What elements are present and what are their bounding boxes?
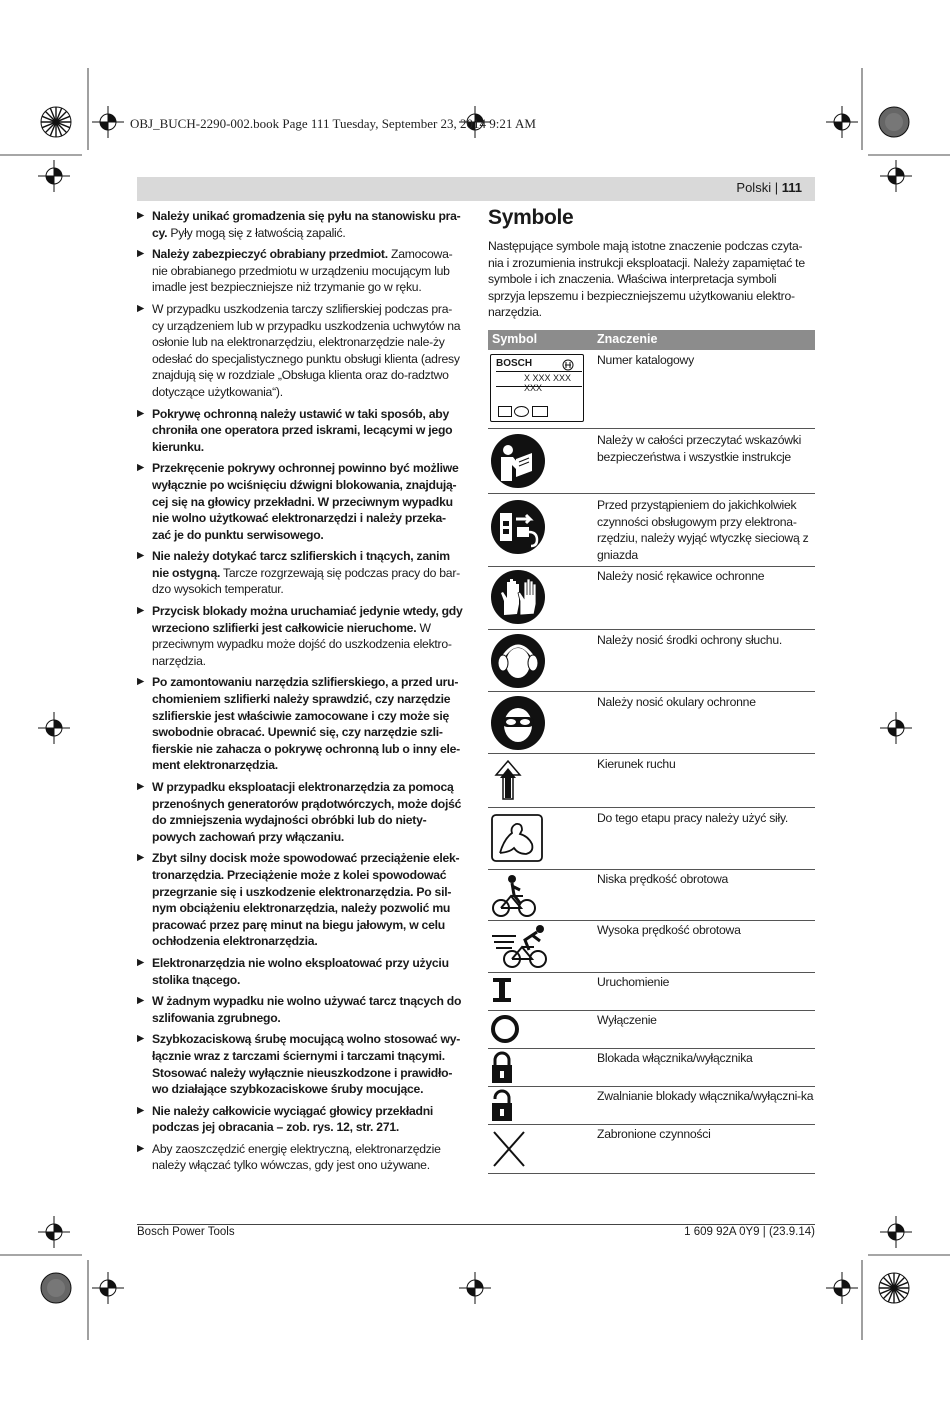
list-item: ▶ Przycisk blokady można uruchamiać jedynie wtedy, gdy wrzeciono szlifierki jest całkowicie nieruchome. W przeciwnym wypadku może dojść do uszkodzenia elektro-narzędzia. <box>137 603 463 669</box>
list-item: ▶ Aby zaoszczędzić energię elektryczną, elektronarzędzie należy włączać tylko wówczas, gdy jest ono używane. <box>137 1141 463 1174</box>
list-item: ▶ Należy unikać gromadzenia się pyłu na stanowisku pra-cy. Pyły mogą się z łatwością zapalić. <box>137 208 463 241</box>
meaning-column-header: Znaczenie <box>597 332 658 346</box>
list-item: ▶ Szybkozaciskową śrubę mocującą wolno stosować wy-łącznie wraz z tarczami ściernymi i tarczami tnącymi. Stosować należy wyłącznie nieuszkodzone i prawidło-wo działające szybkozaciskowe śruby mocujące. <box>137 1031 463 1097</box>
row-divider <box>488 1010 815 1011</box>
row-divider <box>488 566 815 567</box>
safety-instructions-column <box>137 208 463 1179</box>
meaning-text: Zwalnianie blokady włącznika/wyłączni-ka <box>597 1089 814 1103</box>
meaning-text: Numer katalogowy <box>597 353 694 367</box>
nameplate-number: X XXX XXX XXX <box>524 373 572 393</box>
row-divider <box>488 493 815 494</box>
footer-doc-number: 1 609 92A 0Y9 | (23.9.14) <box>684 1226 815 1238</box>
list-item: ▶ Przekręcenie pokrywy ochronnej powinno być możliwe wyłącznie po wciśnięciu dźwigni blokowania, znajdują-cej się na głowicy przekładni. W przeciwnym wypadku nie wolno użytkować elektronarzędzi i należy przeka-zać je do punktu serwisowego. <box>137 460 463 543</box>
row-divider <box>488 691 815 692</box>
row-divider <box>488 629 815 630</box>
unplug-icon <box>490 499 546 555</box>
meaning-text: Niska prędkość obrotowa <box>597 872 729 886</box>
row-divider <box>488 1048 815 1049</box>
direction-arrow-icon <box>490 757 530 803</box>
list-item: ▶ W przypadku uszkodzenia tarczy szlifierskiej podczas pra-cy urządzeniem lub w przypadku uszkodzenia uchwytów na osłonie lub na elektronarzędziu, elektronarzędzie nale-ży odesłać do specjalistycznego punktu obsługi klienta (adresy znajdują się w rozdziale „Obsługa klienta oraz do-radztwo dotyczące użytkowania“). <box>137 301 463 401</box>
unlock-icon <box>490 1089 514 1123</box>
footer-rule <box>137 1224 815 1225</box>
row-divider <box>488 1086 815 1087</box>
gloves-icon <box>490 569 546 625</box>
safety-glasses-icon <box>490 695 546 751</box>
ear-protection-icon <box>490 633 546 689</box>
symbol-column-header: Symbol <box>492 332 538 346</box>
high-speed-icon <box>490 922 552 970</box>
list-item: ▶ Należy zabezpieczyć obrabiany przedmiot. Zamocowa-nie obrabianego przedmiotu w urządzeniu mocującym lub imadle jest bezpieczniejsze niż trzymanie go w ręku. <box>137 246 463 296</box>
row-divider <box>488 869 815 870</box>
file-info-line: OBJ_BUCH-2290-002.book Page 111 Tuesday, September 23, 2014 9:21 AM <box>130 116 536 131</box>
meaning-text: Należy nosić rękawice ochronne <box>597 569 765 583</box>
list-item: ▶ W żadnym wypadku nie wolno używać tarcz tnących do szlifowania zgrubnego. <box>137 993 463 1026</box>
row-divider <box>488 753 815 754</box>
row-divider <box>488 972 815 973</box>
force-icon <box>490 813 546 865</box>
meaning-text: Wysoka prędkość obrotowa <box>597 923 741 937</box>
list-item: ▶ W przypadku eksploatacji elektronarzędzia za pomocą przenośnych generatorów prądotwórczych, może dojść do zmniejszenia wydajności obróbki lub do niety-powych zachowań przy włączaniu. <box>137 779 463 845</box>
language-label: Polski <box>736 180 772 195</box>
symbols-table-header <box>488 330 815 350</box>
meaning-text: Wyłączenie <box>597 1013 657 1027</box>
list-item: ▶ Nie należy dotykać tarcz szlifierskich i tnących, zanim nie ostygną. Tarcze rozgrzewają się podczas pracy do bar-dzo wysokich temperatur. <box>137 548 463 598</box>
prohibited-icon <box>490 1128 530 1170</box>
meaning-text: Uruchomienie <box>597 975 670 989</box>
list-item: ▶ Pokrywę ochronną należy ustawić w taki sposób, aby chroniła one operatora przed iskrami, lecącymi w jego kierunku. <box>137 406 463 456</box>
list-item: ▶ Elektronarzędzia nie wolno eksploatować przy użyciu stolika tnącego. <box>137 955 463 988</box>
row-divider <box>488 807 815 808</box>
slow-speed-icon <box>490 872 538 918</box>
section-intro: Następujące symbole mają istotne znaczenie podczas czyta-nia i zrozumienia instrukcji eksploatacji. Należy zapamiętać te symbole i ich znaczenia. Właściwa interpretacja symboli sprzyja lepszemu i bezpieczniejszemu użytkowaniu elektro-narzędzia. <box>488 239 805 320</box>
row-divider <box>488 1173 815 1174</box>
row-divider <box>488 920 815 921</box>
meaning-text: Należy w całości przeczytać wskazówki bezpieczeństwa i wszystkie instrukcje <box>597 433 802 464</box>
meaning-text: Zabronione czynności <box>597 1127 711 1141</box>
bosch-logo-icon <box>562 359 574 371</box>
switch-on-icon <box>490 976 516 1006</box>
nameplate-icon <box>490 354 586 424</box>
switch-off-icon <box>490 1014 522 1046</box>
read-manual-icon <box>490 433 546 489</box>
meaning-text: Blokada włącznika/wyłącznika <box>597 1051 753 1065</box>
lock-icon <box>490 1051 514 1085</box>
meaning-text: Należy nosić środki ochrony słuchu. <box>597 633 782 647</box>
page-label <box>736 180 802 195</box>
meaning-text: Należy nosić okulary ochronne <box>597 695 756 709</box>
symbols-section <box>488 206 815 329</box>
page-header-band <box>137 177 815 201</box>
meaning-text: Kierunek ruchu <box>597 757 676 771</box>
section-title: Symbole <box>488 206 574 229</box>
list-item: ▶ Nie należy całkowicie wyciągać głowicy przekładni podczas jej obracania – zob. rys. 12, str. 271. <box>137 1103 463 1136</box>
row-divider <box>488 428 815 429</box>
row-divider <box>488 1124 815 1125</box>
header-separator: | <box>774 180 779 195</box>
footer-brand: Bosch Power Tools <box>137 1226 235 1238</box>
list-item: ▶ Po zamontowaniu narzędzia szlifierskiego, a przed uru-chomieniem szlifierki należy sprawdzić, czy narzędzie szlifierskie jest właściwie zamocowane i czy może się swobodnie obracać. Upewnić się, czy narzędzie szli-fierskie nie zahacza o pokrywę ochronną lub o inny ele-ment elektronarzędzia. <box>137 674 463 774</box>
meaning-text: Przed przystąpieniem do jakichkolwiek czynności obsługowym przy elektrona-rzędziu, należy wyjąć wtyczkę sieciową z gniazda <box>597 498 809 562</box>
nameplate-brand: BOSCH <box>496 358 533 369</box>
list-item: ▶ Zbyt silny docisk może spowodować przeciążenie elek-tronarzędzia. Przeciążenie może z kolei spowodować przegrzanie się i uszkodzenie elektronarzędzia. Po sil-nym obciążeniu elektronarzędzia, należy pozwolić mu pracować przez parę minut na biegu jałowym, w celu ochłodzenia elektronarzędzia. <box>137 850 463 950</box>
meaning-text: Do tego etapu pracy należy użyć siły. <box>597 811 789 825</box>
page-number: 111 <box>781 180 802 195</box>
